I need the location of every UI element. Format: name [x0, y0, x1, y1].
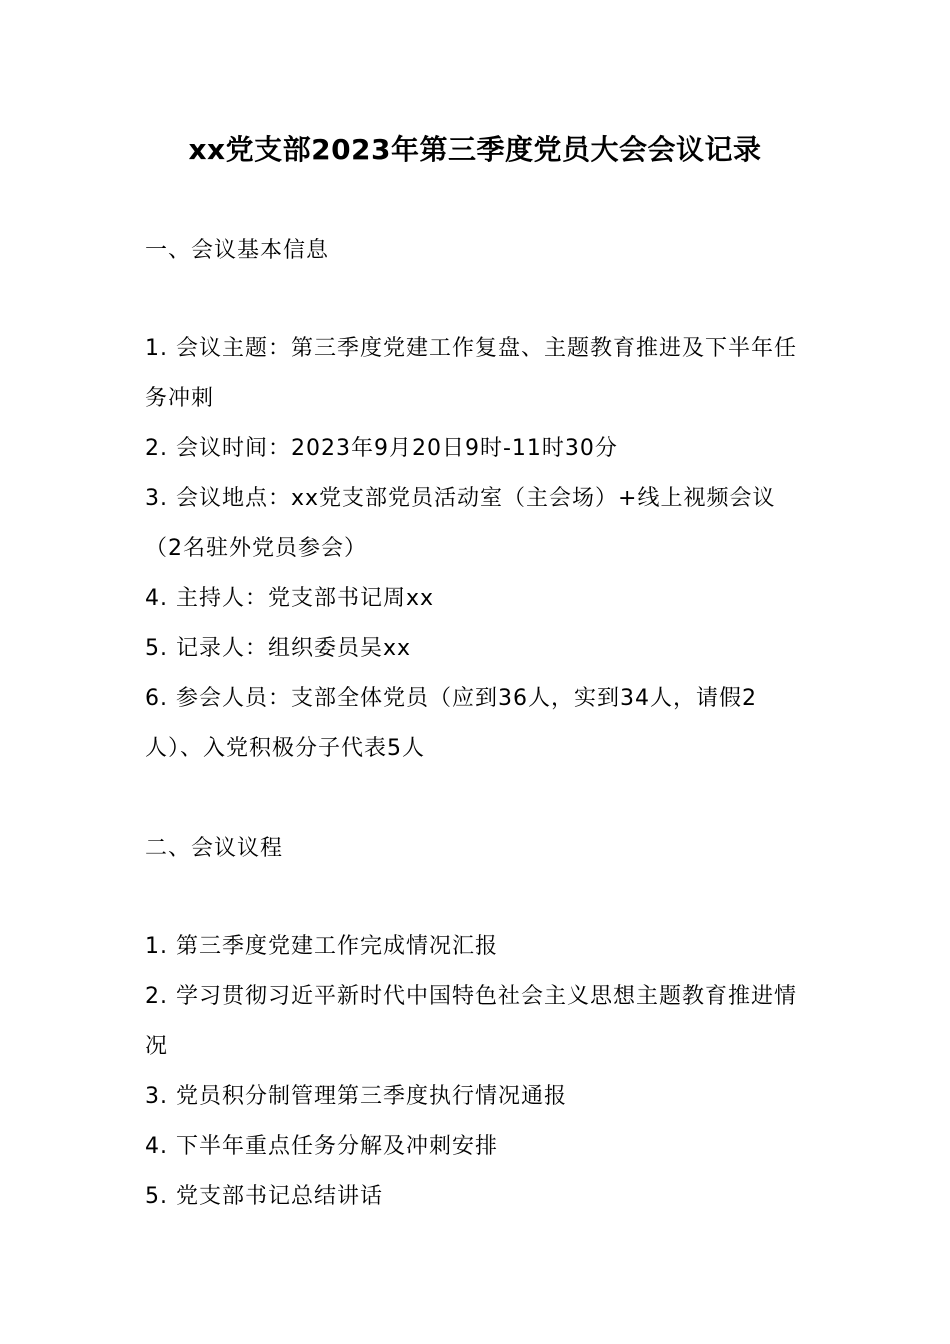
list-item: 4. 主持人：党支部书记周xx [145, 586, 435, 611]
list-item: 2. 会议时间：2023年9月20日9时-11时30分 [145, 436, 618, 461]
list-item: 1. 第三季度党建工作完成情况汇报 [145, 934, 498, 959]
list-item: 1. 会议主题：第三季度党建工作复盘、主题教育推进及下半年任务冲刺 [145, 336, 797, 411]
list-item: 3. 会议地点：xx党支部党员活动室（主会场）+线上视频会议（2名驻外党员参会） [145, 486, 776, 561]
list-item: 5. 记录人：组织委员吴xx [145, 636, 412, 661]
agenda-list [145, 922, 810, 1222]
basic-info-list [145, 324, 810, 774]
list-item: 6. 参会人员：支部全体党员（应到36人，实到34人，请假2人）、入党积极分子代表5人 [145, 686, 757, 761]
list-item: 3. 党员积分制管理第三季度执行情况通报 [145, 1084, 567, 1109]
section-heading-agenda: 二、会议议程 [145, 836, 284, 861]
section-heading-basic-info: 一、会议基本信息 [145, 238, 330, 263]
document-title: xx党支部2023年第三季度党员大会会议记录 [188, 133, 762, 166]
list-item: 5. 党支部书记总结讲话 [145, 1184, 383, 1209]
list-item: 4. 下半年重点任务分解及冲刺安排 [145, 1134, 498, 1159]
list-item: 2. 学习贯彻习近平新时代中国特色社会主义思想主题教育推进情况 [145, 984, 797, 1059]
